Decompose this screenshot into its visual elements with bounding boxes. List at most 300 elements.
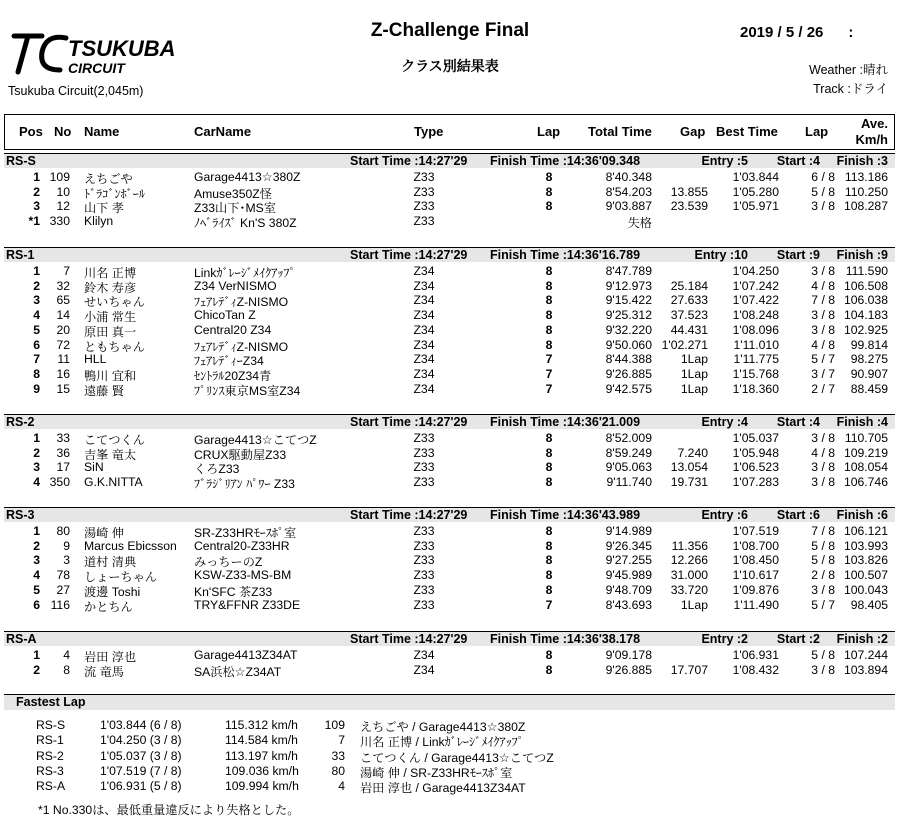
cell-pos: 4 (33, 568, 40, 583)
cell-car-name: Garage4413☆380Z (194, 170, 301, 184)
fastest-speed: 115.312 km/h (225, 718, 298, 732)
cell-ave-speed: 110.705 (844, 431, 888, 445)
cell-total-time: 9'42.575 (605, 381, 652, 396)
col-type: Type (414, 124, 444, 139)
cell-car-name: Z34 VerNISMO (194, 278, 277, 293)
race-date: 2019 / 5 / 26 : (740, 24, 854, 41)
cell-best-lap: 5 / 7 (811, 597, 835, 612)
cell-car-name: ﾌｪｱﾚﾃﾞｨZ-NISMO (194, 295, 289, 310)
cell-car-name: Kn'SFC 茶Z33 (194, 584, 273, 599)
cell-gap: 33.720 (670, 582, 708, 597)
fastest-class: RS-S (36, 718, 66, 732)
cell-pos: 6 (33, 337, 40, 352)
cell-lap: 8 (545, 308, 553, 323)
cell-lap: 8 (545, 582, 553, 597)
cell-car-name: CRUX駆動屋Z33 (194, 447, 287, 462)
cell-total-time: 8'44.388 (605, 352, 652, 367)
cell-car-name: Garage4413☆こてつZ (194, 433, 317, 447)
cell-type: Z33 (413, 184, 435, 199)
cell-best-lap: 2 / 7 (811, 381, 835, 396)
cell-gap: 1'02.271 (661, 337, 708, 352)
results-column-header (4, 114, 895, 150)
cell-car-name: Linkｶﾞﾚｰｼﾞﾒｲｸｱｯﾌﾟ (194, 266, 296, 280)
cell-lap: 8 (545, 524, 553, 538)
class-finish-count: Finish :3 (836, 154, 888, 168)
cell-car-name: TRY&FFNR Z33DE (194, 597, 301, 612)
cell-best-lap: 3 / 8 (811, 460, 835, 475)
cell-lap: 8 (545, 170, 553, 184)
cell-no: 109 (49, 170, 70, 184)
fastest-car-no: 4 (338, 779, 345, 794)
fastest-car-no: 33 (331, 748, 345, 763)
cell-best-time: 1'07.283 (732, 475, 779, 490)
cell-car-name: SA浜松☆Z34AT (194, 664, 282, 679)
cell-type: Z33 (413, 214, 435, 229)
cell-driver-name: しょーちゃん (84, 570, 158, 585)
cell-best-lap: 3 / 8 (811, 475, 835, 490)
col-pos: Pos (19, 124, 43, 139)
class-finish-count: Finish :6 (836, 508, 888, 522)
table-row (4, 185, 895, 200)
cell-type: Z33 (413, 597, 435, 612)
table-row (4, 323, 895, 338)
cell-driver-name: 川名 正博 (84, 266, 137, 280)
cell-type: Z33 (413, 431, 435, 445)
cell-no: 14 (56, 308, 70, 323)
cell-total-time: 9'14.989 (605, 524, 652, 538)
cell-ave-speed: 103.993 (843, 538, 888, 553)
cell-ave-speed: 98.405 (850, 597, 888, 612)
class-finish-time: Finish Time :14:36'09.348 (490, 154, 641, 168)
cell-type: Z34 (413, 352, 435, 367)
cell-ave-speed: 110.250 (844, 184, 888, 199)
class-entry-count: Entry :2 (701, 632, 748, 646)
cell-car-name: ChicoTan Z (194, 308, 256, 323)
cell-lap: 8 (545, 445, 553, 460)
cell-best-time: 1'09.876 (732, 582, 779, 597)
cell-no: 78 (56, 568, 70, 583)
cell-no: 15 (56, 381, 70, 396)
cell-pos: 7 (33, 352, 40, 367)
cell-total-time: 9'27.255 (605, 553, 652, 568)
cell-best-lap: 3 / 8 (811, 199, 835, 214)
col-best-time: Best Time (716, 124, 778, 139)
cell-type: Z33 (413, 199, 435, 214)
class-name: RS-2 (6, 415, 35, 429)
cell-pos: *1 (28, 214, 40, 229)
fastest-speed: 114.584 km/h (225, 733, 298, 748)
cell-pos: 6 (33, 597, 40, 612)
class-finish-count: Finish :4 (836, 415, 888, 429)
cell-lap: 8 (545, 662, 553, 677)
class-start-time: Start Time :14:27'29 (350, 508, 468, 522)
cell-best-lap: 5 / 7 (811, 352, 835, 367)
cell-lap: 8 (545, 264, 553, 278)
cell-driver-name: ともちゃん (84, 339, 145, 354)
cell-driver-name: HLL (84, 352, 107, 367)
cell-car-name: Central20 Z34 (194, 322, 272, 337)
cell-car-name: Amuse350Z怪 (194, 186, 272, 201)
cell-best-time: 1'11.490 (733, 597, 779, 612)
cell-gap: 13.855 (670, 184, 708, 199)
table-row (4, 293, 895, 308)
table-row (4, 308, 895, 323)
cell-total-time: 8'59.249 (605, 445, 652, 460)
cell-gap: 7.240 (677, 445, 708, 460)
cell-best-lap: 3 / 8 (811, 322, 835, 337)
cell-no: 11 (57, 352, 70, 367)
cell-lap: 8 (545, 184, 553, 199)
table-row (4, 382, 895, 397)
disqualification-note: *1 No.330は、最低重量違反により失格とした。 (38, 803, 300, 817)
cell-driver-name: こてつくん (84, 433, 145, 447)
cell-pos: 3 (33, 553, 40, 568)
cell-pos: 4 (33, 308, 40, 323)
cell-no: 16 (56, 366, 70, 381)
cell-type: Z34 (413, 366, 435, 381)
cell-best-lap: 5 / 8 (811, 538, 835, 553)
cell-car-name: ﾌｪｱﾚﾃﾞｨｰZ34 (194, 354, 264, 369)
cell-gap: 13.054 (670, 460, 708, 475)
cell-lap: 8 (545, 322, 553, 337)
cell-driver-name: 鈴木 寿彦 (84, 280, 137, 295)
class-start-count: Start :9 (776, 248, 820, 262)
cell-type: Z34 (413, 337, 435, 352)
table-row (4, 431, 895, 446)
cell-best-time: 1'10.617 (732, 568, 779, 583)
cell-total-time: 9'05.063 (605, 460, 652, 475)
cell-gap: 37.523 (670, 308, 708, 323)
cell-lap: 8 (545, 199, 553, 214)
cell-pos: 1 (33, 264, 40, 278)
cell-total-time: 9'12.973 (605, 278, 652, 293)
cell-type: Z34 (413, 264, 435, 278)
fastest-car-no: 80 (331, 763, 345, 778)
class-start-count: Start :4 (776, 415, 820, 429)
cell-total-time: 8'54.203 (605, 184, 652, 199)
cell-ave-speed: 108.054 (843, 460, 888, 475)
table-row (4, 583, 895, 598)
col-best-lap: Lap (805, 124, 829, 139)
cell-ave-speed: 103.826 (843, 553, 888, 568)
cell-best-lap: 5 / 8 (811, 184, 835, 199)
cell-best-lap: 5 / 8 (811, 553, 835, 568)
cell-driver-name: 湯崎 伸 (84, 526, 124, 540)
cell-no: 72 (56, 337, 70, 352)
cell-type: Z33 (413, 460, 435, 475)
class-start-time: Start Time :14:27'29 (350, 154, 468, 168)
class-entry-count: Entry :4 (701, 415, 748, 429)
cell-no: 9 (63, 538, 70, 553)
cell-driver-name: 渡邊 Toshi (84, 584, 141, 599)
cell-gap: 1Lap (680, 352, 708, 367)
weather-label: Weather :晴れ (809, 63, 888, 77)
cell-ave-speed: 106.746 (843, 475, 888, 490)
cell-pos: 8 (33, 366, 40, 381)
cell-type: Z33 (413, 524, 435, 538)
cell-lap: 8 (545, 431, 553, 445)
fastest-time: 1'07.519 (7 / 8) (100, 763, 182, 778)
fastest-driver-car: えちごや / Garage4413☆380Z (360, 720, 526, 734)
class-start-count: Start :4 (776, 154, 820, 168)
cell-driver-name: G.K.NITTA (84, 475, 143, 490)
cell-ave-speed: 100.507 (843, 568, 888, 583)
cell-best-lap: 3 / 8 (811, 308, 835, 323)
cell-driver-name: 遠藤 賢 (84, 383, 124, 398)
class-finish-time: Finish Time :14:36'43.989 (490, 508, 641, 522)
cell-best-lap: 7 / 8 (811, 293, 835, 308)
table-row (4, 214, 895, 229)
cell-pos: 3 (33, 293, 40, 308)
cell-lap: 7 (545, 597, 553, 612)
fastest-speed: 113.197 km/h (225, 748, 298, 763)
cell-ave-speed: 113.186 (844, 170, 888, 184)
cell-driver-name: Klilyn (84, 214, 114, 229)
cell-pos: 3 (33, 199, 40, 214)
cell-total-time: 9'26.885 (605, 366, 652, 381)
cell-type: Z34 (413, 648, 435, 662)
cell-driver-name: えちごや (84, 172, 133, 186)
class-header-rs-s (4, 153, 895, 168)
table-row (4, 524, 895, 539)
cell-ave-speed: 108.287 (843, 199, 888, 214)
cell-gap: 1Lap (680, 597, 708, 612)
fastest-time: 1'06.931 (5 / 8) (100, 779, 182, 794)
cell-best-lap: 4 / 8 (811, 278, 835, 293)
cell-best-time: 1'06.931 (732, 648, 779, 662)
table-row (4, 475, 895, 490)
table-row (4, 352, 895, 367)
cell-total-time: 9'50.060 (605, 337, 652, 352)
cell-best-time: 1'08.248 (732, 308, 779, 323)
cell-best-time: 1'08.432 (732, 662, 779, 677)
cell-total-time: 9'25.312 (605, 308, 652, 323)
cell-gap: 25.184 (670, 278, 708, 293)
table-row (4, 199, 895, 214)
cell-gap: 17.707 (670, 662, 708, 677)
cell-no: 32 (56, 278, 70, 293)
fastest-time: 1'04.250 (3 / 8) (100, 733, 182, 748)
cell-total-time: 9'48.709 (605, 582, 652, 597)
cell-total-time: 9'09.178 (605, 648, 652, 662)
cell-best-lap: 6 / 8 (811, 170, 835, 184)
cell-total-time: 9'11.740 (606, 475, 652, 490)
col-name: Name (84, 124, 120, 139)
cell-no: 36 (56, 445, 70, 460)
cell-ave-speed: 102.925 (843, 322, 888, 337)
table-row (4, 367, 895, 382)
table-row (4, 279, 895, 294)
cell-pos: 2 (33, 538, 40, 553)
cell-car-name: Z33山下･MS室 (194, 201, 276, 216)
cell-driver-name: 道村 清典 (84, 555, 137, 570)
cell-pos: 5 (33, 582, 40, 597)
class-header-rs-3 (4, 507, 895, 522)
cell-best-time: 1'07.519 (732, 524, 779, 538)
cell-total-time: 9'26.345 (605, 538, 652, 553)
cell-best-time: 1'07.422 (732, 293, 779, 308)
class-finish-count: Finish :2 (836, 632, 888, 646)
cell-total-time: 9'32.220 (605, 322, 652, 337)
col-lap: Lap (537, 124, 561, 139)
cell-lap: 8 (545, 460, 553, 475)
class-header-rs-a (4, 631, 895, 646)
col-total-time: Total Time (588, 124, 652, 139)
fastest-class: RS-2 (36, 748, 64, 763)
col-gap: Gap (680, 124, 706, 139)
cell-car-name: ﾌﾞﾗｼﾞﾘｱﾝ ﾊﾟﾜｰ Z33 (194, 477, 295, 492)
cell-gap: 12.266 (670, 553, 708, 568)
cell-ave-speed: 107.244 (843, 648, 888, 662)
table-row (4, 539, 895, 554)
cell-total-time: 失格 (627, 216, 652, 231)
cell-ave-speed: 99.814 (850, 337, 888, 352)
fastest-time: 1'03.844 (6 / 8) (100, 718, 182, 732)
class-start-time: Start Time :14:27'29 (350, 248, 468, 262)
cell-lap: 8 (545, 278, 553, 293)
cell-best-time: 1'11.775 (733, 352, 779, 367)
cell-gap: 27.633 (670, 293, 708, 308)
cell-lap: 8 (545, 475, 553, 490)
class-header-rs-2 (4, 414, 895, 429)
cell-no: 33 (56, 431, 70, 445)
cell-pos: 1 (33, 170, 40, 184)
cell-best-time: 1'05.037 (732, 431, 779, 445)
cell-no: 350 (49, 475, 70, 490)
cell-car-name: ﾉﾍﾞﾗｲｽﾞ Kn'S 380Z (194, 216, 297, 231)
cell-pos: 1 (33, 648, 40, 662)
fastest-driver-car: こてつくん / Garage4413☆こてつZ (360, 750, 554, 765)
cell-no: 10 (56, 184, 70, 199)
cell-total-time: 8'43.693 (605, 597, 652, 612)
fastest-lap-title: Fastest Lap (16, 695, 86, 709)
class-finish-time: Finish Time :14:36'38.178 (490, 632, 641, 646)
table-row (4, 598, 895, 613)
logo-text-main: TSUKUBA (68, 36, 176, 61)
cell-driver-name: 小浦 常生 (84, 310, 137, 325)
cell-car-name: みっちーのZ (194, 555, 263, 570)
class-entry-count: Entry :10 (694, 248, 748, 262)
cell-pos: 2 (33, 184, 40, 199)
cell-best-time: 1'05.948 (732, 445, 779, 460)
page-title: Z-Challenge Final (370, 20, 530, 41)
cell-type: Z33 (413, 582, 435, 597)
fastest-driver-car: 川名 正博 / Linkｶﾞﾚｰｼﾞﾒｲｸｱｯﾌﾟ (360, 735, 524, 750)
cell-ave-speed: 106.508 (843, 278, 888, 293)
cell-best-time: 1'07.242 (732, 278, 779, 293)
cell-pos: 2 (33, 278, 40, 293)
cell-best-lap: 5 / 8 (811, 648, 835, 662)
cell-best-time: 1'08.450 (732, 553, 779, 568)
cell-best-time: 1'11.010 (733, 337, 779, 352)
cell-type: Z34 (413, 278, 435, 293)
cell-driver-name: 山下 孝 (84, 201, 124, 216)
class-name: RS-1 (6, 248, 35, 262)
class-header-rs-1 (4, 247, 895, 262)
cell-car-name: SR-Z33HRﾓｰｽﾎﾟ室 (194, 526, 297, 540)
cell-ave-speed: 98.275 (850, 352, 888, 367)
cell-driver-name: 流 竜馬 (84, 664, 124, 679)
fastest-class: RS-A (36, 779, 66, 794)
fastest-speed: 109.036 km/h (225, 763, 299, 778)
cell-best-lap: 4 / 8 (811, 337, 835, 352)
cell-best-lap: 4 / 8 (811, 445, 835, 460)
cell-driver-name: 吉峯 竜太 (84, 447, 137, 462)
table-row (4, 648, 895, 663)
table-row (4, 338, 895, 353)
cell-type: Z34 (413, 322, 435, 337)
cell-no: 80 (56, 524, 70, 538)
venue-label: Tsukuba Circuit(2,045m) (8, 84, 144, 98)
cell-best-lap: 3 / 8 (811, 582, 835, 597)
col-ave-label: Ave. (861, 116, 888, 131)
cell-best-time: 1'04.250 (732, 264, 779, 278)
cell-pos: 2 (33, 662, 40, 677)
cell-lap: 8 (545, 648, 553, 662)
cell-type: Z34 (413, 662, 435, 677)
cell-no: 4 (63, 648, 70, 662)
cell-gap: 44.431 (670, 322, 708, 337)
cell-best-lap: 3 / 8 (811, 264, 835, 278)
cell-type: Z33 (413, 538, 435, 553)
cell-ave-speed: 90.907 (850, 366, 888, 381)
cell-driver-name: Marcus Ebicsson (84, 538, 177, 553)
cell-pos: 4 (33, 475, 40, 490)
col-ave-speed (856, 116, 889, 148)
col-ave-unit: Km/h (855, 132, 888, 147)
cell-car-name: くろZ33 (194, 462, 240, 477)
fastest-car-no: 109 (324, 718, 345, 732)
class-finish-time: Finish Time :14:36'21.009 (490, 415, 641, 429)
cell-total-time: 8'47.789 (605, 264, 652, 278)
class-name: RS-S (6, 154, 36, 168)
col-no: No (54, 124, 72, 139)
cell-gap: 31.000 (670, 568, 708, 583)
class-entry-count: Entry :6 (701, 508, 748, 522)
cell-best-time: 1'05.280 (732, 184, 779, 199)
table-row (4, 553, 895, 568)
fastest-speed: 109.994 km/h (225, 779, 299, 794)
cell-pos: 1 (33, 431, 40, 445)
cell-gap: 11.356 (671, 538, 708, 553)
cell-ave-speed: 100.043 (843, 582, 888, 597)
cell-car-name: ﾌｪｱﾚﾃﾞｨZ-NISMO (194, 339, 289, 354)
cell-ave-speed: 104.183 (843, 308, 888, 323)
cell-total-time: 8'40.348 (605, 170, 652, 184)
cell-best-lap: 7 / 8 (811, 524, 835, 538)
class-name: RS-3 (6, 508, 35, 522)
cell-type: Z33 (413, 170, 435, 184)
cell-pos: 9 (33, 381, 40, 396)
logo-text-sub: CIRCUIT (68, 60, 125, 76)
cell-car-name: ｾﾝﾄﾗﾙ20Z34青 (194, 368, 272, 383)
cell-no: 12 (56, 199, 70, 214)
cell-lap: 7 (545, 352, 553, 367)
cell-best-time: 1'18.360 (732, 381, 779, 396)
table-row (4, 170, 895, 185)
class-start-count: Start :6 (776, 508, 820, 522)
cell-gap: 1Lap (680, 366, 708, 381)
fastest-driver-car: 岩田 淳也 / Garage4413Z34AT (360, 781, 526, 796)
cell-type: Z33 (413, 553, 435, 568)
cell-driver-name: 岩田 淳也 (84, 650, 137, 664)
col-carname: CarName (194, 124, 252, 139)
page-subtitle: クラス別結果表 (401, 58, 499, 74)
cell-best-time: 1'05.971 (732, 199, 779, 214)
track-condition-label: Track :ドライ (813, 82, 888, 96)
cell-best-lap: 3 / 8 (811, 662, 835, 677)
cell-ave-speed: 106.121 (843, 524, 888, 538)
